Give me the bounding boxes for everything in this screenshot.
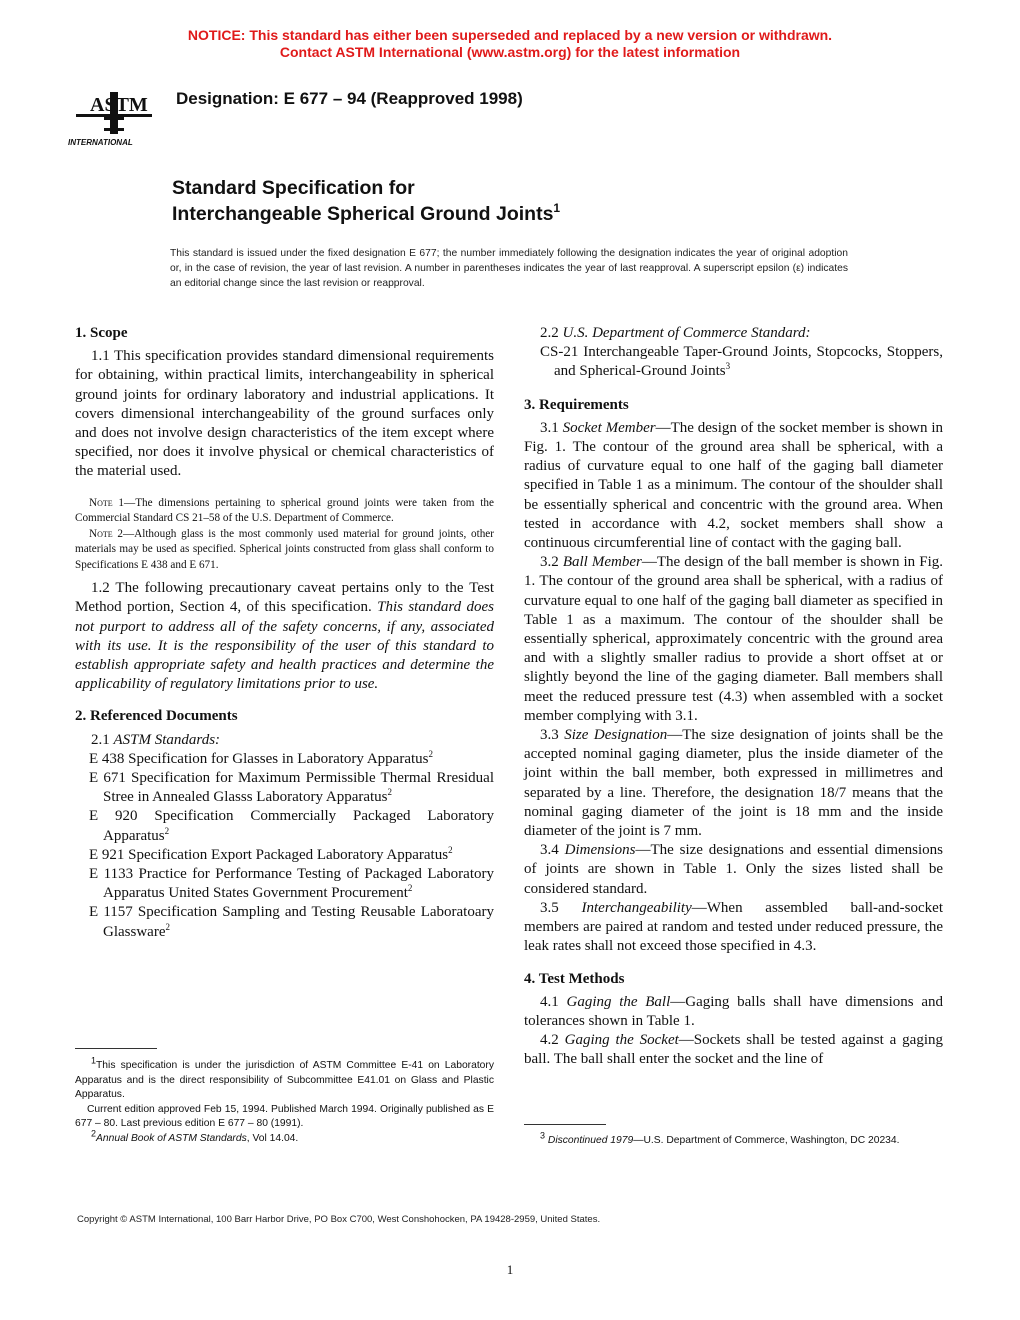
footnote-rule-right: [524, 1124, 606, 1125]
right-column: [524, 324, 943, 1070]
title-line-2: Interchangeable Spherical Ground Joints$^1$: [172, 201, 561, 225]
issued-statement: This standard is issued under the fixed designation E 677; the number immediately following the designation indicates the year of original adoption or, in the case of revision, the year of last revision. A number in parentheses indicates the year of last reapproval. A superscript epsilon (ε) indicates an editorial change since the last revision or reapproval.: [170, 248, 848, 289]
left-footnotes: [75, 1055, 494, 1146]
section-4-heading: 4. Test Methods: [524, 970, 625, 987]
reference-item: E 438 Specification for Glasses in Laboratory Apparatus$^2$: [89, 748, 433, 767]
notice-line-2: Contact ASTM International (www.astm.org) for the latest information: [279, 44, 741, 60]
title-line-1: Standard Specification for: [172, 177, 415, 199]
footnote-1-edition: Current edition approved Feb 15, 1994. Published March 1994. Originally published as E 677 – 80. Last previous edition E 677 – 80 (1991).: [75, 1103, 494, 1129]
paragraph-1-2: 1.2 The following precautionary caveat pertains only to the Test Method portion, Section 4, of this specification. This standard does not purport to address all of the safety concerns, if any, associated with its use. It is the responsibility of the user of this standard to establish appropriate safety and health practices and determine the applicability of regulatory limitations prior to use.: [75, 580, 494, 693]
reference-list: [75, 750, 494, 942]
subsection-2-2: 2.2 U.S. Department of Commerce Standard:: [540, 325, 811, 341]
reference-item: E 1133 Practice for Performance Testing of Packaged Laboratory Apparatus United States Government Procurement$^2$: [89, 865, 494, 902]
footnote-rule-left: [75, 1048, 157, 1049]
footnote-2: $^2$Annual Book of ASTM Standards, Vol 14.04.: [91, 1128, 299, 1144]
note-2: Note 2—Although glass is the most commonly used material for ground joints, other materials may be used as specified. Spherical joints constructed from glass shall conform to Specifications E 438 and E 671.: [75, 527, 494, 571]
astm-logo: [66, 78, 162, 150]
section-1-heading: 1. Scope: [75, 325, 128, 341]
title-footnote-ref: 1: [553, 201, 561, 215]
document-title: [172, 175, 560, 227]
section-2-heading: 2. Referenced Documents: [75, 708, 238, 725]
paragraph-3-1: 3.1 Socket Member—The design of the socket member is shown in Fig. 1. The contour of the ground area shall be spherical, with a radius of curvature equal to one half of the gaging ball diameter specified in Table 1 as a minimum. The contour of the shoulder shall be essentially spherical and concentric with the ground area. When tested in accordance with 4.2, socket members shall show a continuous circumferential line of contact with the gaging ball.: [524, 419, 944, 552]
section-3-heading: 3. Requirements: [524, 396, 629, 413]
logo-text: ASTM: [90, 94, 148, 116]
notice-line-1: NOTICE: This standard has either been superseded and replaced by a new version or withdrawn.: [187, 27, 833, 43]
reference-item: E 921 Specification Export Packaged Laboratory Apparatus$^2$: [89, 844, 453, 863]
withdrawal-notice: [0, 27, 1020, 61]
paragraph-3-3: 3.3 Size Designation—The size designation of joints shall be the accepted nominal gaging diameter, plus the inside diameter of the joint within the ball member, both expressed in millimetres and separated by a line. Therefore, the designation 18/7 means that the nominal gaging diameter of the joint is 18 mm and the inside diameter of the joint is 7 mm.: [524, 727, 944, 840]
page-number: 1: [506, 1262, 514, 1277]
reference-item: E 671 Specification for Maximum Permissible Thermal Rresidual Stree in Annealed Glasss Laboratory Apparatus$^2$: [89, 769, 494, 806]
reference-item-cs21: CS-21 Interchangeable Taper-Ground Joints, Stopcocks, Stoppers, and Spherical-Ground Joints$^3$: [540, 344, 943, 380]
paragraph-3-2: 3.2 Ball Member—The design of the ball member is shown in Fig. 1. The contour of the ground area shall be spherical, with a radius of curvature equal to one half of the gaging ball diameter as specified in Table 1 as a maximum. The contour of the shoulder shall be essentially spherical, approximately concentric with the ground area and with a slightly smaller radius to provide a short offset at or slightly beyond the line of the gaging diameter. Ball members shall meet the reduced pressure test (4.3) when assembled with a socket member complying with 3.1.: [524, 554, 944, 724]
paragraph-4-1: 4.1 Gaging the Ball—Gaging balls shall have dimensions and tolerances shown in Table 1.: [524, 993, 944, 1029]
paragraph-4-2: 4.2 Gaging the Socket—Sockets shall be tested against a gaging ball. The ball shall enter the socket and the line of: [524, 1032, 944, 1068]
logo-subtext: INTERNATIONAL: [68, 138, 133, 147]
footnote-1: $^1$This specification is under the jurisdiction of ASTM Committee E-41 on Laboratory Apparatus and is the direct responsibility of Subcommittee E41.01 on Glass and Plastic Apparatus.: [75, 1055, 494, 1100]
reference-item: E 920 Specification Commercially Packaged Laboratory Apparatus$^2$: [89, 808, 494, 844]
right-footnotes: [524, 1130, 943, 1149]
left-column: [75, 324, 494, 942]
designation: Designation: E 677 – 94 (Reapproved 1998): [176, 89, 523, 108]
footnote-3: $^3$ Discontinued 1979—U.S. Department of Commerce, Washington, DC 20234.: [540, 1130, 900, 1146]
note-1: Note 1—The dimensions pertaining to spherical ground joints were taken from the Commercial Standard CS 21–58 of the U.S. Department of Commerce.: [75, 496, 494, 525]
paragraph-1-1: 1.1 This specification provides standard dimensional requirements for obtaining, within practical limits, interchangeability in spherical ground joints for ordinary laboratory and industrial applications. It covers dimensional interchangeability of the ground surfaces only and does not involve design characteristics of the item except where specified, nor does it involve physical or chemical characteristics of the material used.: [75, 348, 494, 480]
paragraph-3-5: 3.5 Interchangeability—When assembled ball-and-socket members are paired at random and tested under reduced pressure, the leak rates shall not exceed those specified in 4.3.: [524, 899, 943, 955]
subsection-2-1: 2.1 ASTM Standards:: [91, 731, 221, 748]
reference-item: E 1157 Specification Sampling and Testing Reusable Laboratoary Glassware$^2$: [89, 904, 494, 940]
paragraph-3-4: 3.4 Dimensions—The size designations and essential dimensions of joints are shown in Table 1. Only the sizes listed shall be considered standard.: [524, 842, 944, 897]
copyright-line: Copyright © ASTM International, 100 Barr Harbor Drive, PO Box C700, West Conshohocken, PA 19428-2959, United States.: [77, 1214, 601, 1225]
